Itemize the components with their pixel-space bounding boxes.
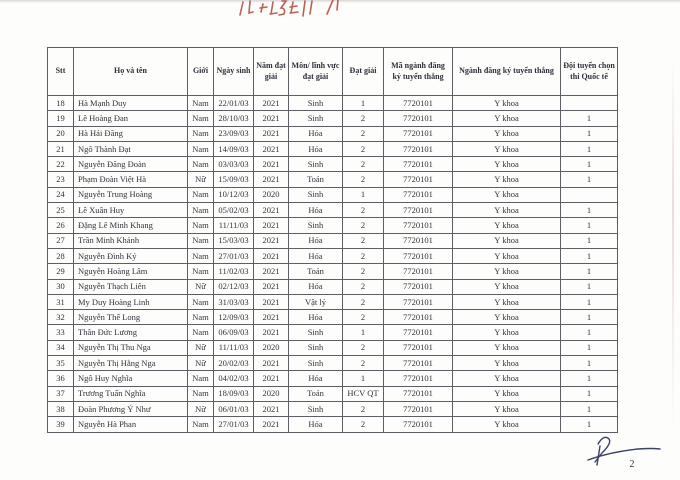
column-header: Stt	[48, 48, 74, 96]
table-body	[48, 96, 618, 433]
table-cell: 7720101	[384, 203, 453, 218]
table-cell: 1	[561, 386, 618, 401]
table-cell: 7720101	[384, 264, 453, 279]
table-cell: 24	[48, 187, 74, 202]
table-cell: 2021	[254, 294, 289, 309]
table-cell: Nam	[188, 310, 214, 325]
table-cell: 14/09/03	[214, 141, 254, 156]
table-cell: 2	[343, 279, 384, 294]
column-header: Môn/ lĩnh vực đạt giải	[289, 48, 343, 96]
table-cell: 06/01/03	[214, 401, 254, 416]
table-cell: Toán	[289, 386, 343, 401]
table-cell: Nguyễn Hoàng Lâm	[74, 264, 188, 279]
table-cell: 1	[561, 340, 618, 355]
table-row	[48, 417, 618, 432]
table-cell: 2	[343, 248, 384, 263]
table-row	[48, 203, 618, 218]
table-cell: Trần Minh Khánh	[74, 233, 188, 248]
table-header-row	[48, 48, 618, 96]
table-cell: Hóa	[289, 141, 343, 156]
table-row	[48, 279, 618, 294]
table-cell: Sinh	[289, 218, 343, 233]
table-row	[48, 386, 618, 401]
table-cell: 2	[343, 340, 384, 355]
table-cell: 7720101	[384, 386, 453, 401]
table-cell: Hà Hải Đăng	[74, 126, 188, 141]
table-header	[48, 48, 618, 96]
table-cell: Vật lý	[289, 294, 343, 309]
table-cell: 7720101	[384, 279, 453, 294]
table-cell: 2021	[254, 401, 289, 416]
table-cell: 06/09/03	[214, 325, 254, 340]
table-cell: Nguyễn Thị Thu Nga	[74, 340, 188, 355]
table-cell: 18/09/03	[214, 386, 254, 401]
table-cell: 1	[561, 233, 618, 248]
table-cell: 36	[48, 371, 74, 386]
table-cell: 1	[561, 172, 618, 187]
table-cell: 7720101	[384, 294, 453, 309]
table-cell: 03/03/03	[214, 157, 254, 172]
table-cell: 34	[48, 340, 74, 355]
table-cell: 39	[48, 417, 74, 432]
table-row	[48, 141, 618, 156]
table-cell: 31	[48, 294, 74, 309]
table-cell: Y khoa	[453, 294, 561, 309]
table-cell: 7720101	[384, 417, 453, 432]
table-cell: 11/11/03	[214, 218, 254, 233]
table-cell: Y khoa	[453, 310, 561, 325]
table-cell: 20/02/03	[214, 356, 254, 371]
table-cell: Nam	[188, 218, 214, 233]
table-cell: 27/01/03	[214, 248, 254, 263]
scan-edge-artifact	[672, 55, 674, 435]
table-cell: 22	[48, 157, 74, 172]
table-cell: Nữ	[188, 356, 214, 371]
table-cell: 2021	[254, 96, 289, 111]
page-number: 2	[629, 459, 635, 470]
table-cell: 2020	[254, 386, 289, 401]
table-cell: 18	[48, 96, 74, 111]
table-cell: Y khoa	[453, 218, 561, 233]
table-cell: 2	[343, 356, 384, 371]
table-cell: 7720101	[384, 356, 453, 371]
table-cell: 02/12/03	[214, 279, 254, 294]
table-cell: Hóa	[289, 126, 343, 141]
table-cell: 2021	[254, 310, 289, 325]
table-cell: Đặng Lê Minh Khang	[74, 218, 188, 233]
table-cell: 7720101	[384, 187, 453, 202]
table-cell: Y khoa	[453, 203, 561, 218]
column-header: Giới	[188, 48, 214, 96]
table-cell: 7720101	[384, 126, 453, 141]
table-cell: 28/10/03	[214, 111, 254, 126]
table-cell: 1	[343, 371, 384, 386]
table-cell: 05/02/03	[214, 203, 254, 218]
table-cell: Đoàn Phương Ý Như	[74, 401, 188, 416]
table-cell: Nam	[188, 157, 214, 172]
table-cell: 29	[48, 264, 74, 279]
table-cell: 30	[48, 279, 74, 294]
table-cell: 1	[561, 111, 618, 126]
table-row	[48, 157, 618, 172]
table-cell: Y khoa	[453, 264, 561, 279]
column-header: Mã ngành đăng ký tuyển thẳng	[384, 48, 453, 96]
table-cell: 38	[48, 401, 74, 416]
table-cell: 27	[48, 233, 74, 248]
table-cell: My Duy Hoàng Linh	[74, 294, 188, 309]
table-cell: 32	[48, 310, 74, 325]
table-cell: 2021	[254, 325, 289, 340]
table-cell: Y khoa	[453, 325, 561, 340]
table-row	[48, 187, 618, 202]
table-cell: Nữ	[188, 279, 214, 294]
table-cell: Y khoa	[453, 371, 561, 386]
table-cell: Hóa	[289, 371, 343, 386]
table-cell: Y khoa	[453, 141, 561, 156]
table-cell: 1	[561, 371, 618, 386]
table-cell: 2	[343, 233, 384, 248]
table-cell: 2	[343, 310, 384, 325]
table-cell: Nam	[188, 248, 214, 263]
table-cell: 2021	[254, 218, 289, 233]
students-table	[47, 47, 618, 433]
table-cell: 7720101	[384, 157, 453, 172]
table-cell: Nữ	[188, 340, 214, 355]
table-cell	[561, 187, 618, 202]
table-cell: 7720101	[384, 248, 453, 263]
table-row	[48, 356, 618, 371]
table-cell: 7720101	[384, 310, 453, 325]
table-cell: 11/11/03	[214, 340, 254, 355]
table-cell: Sinh	[289, 340, 343, 355]
table-cell: Sinh	[289, 325, 343, 340]
table-cell: Nguyễn Trung Hoàng	[74, 187, 188, 202]
table-row	[48, 371, 618, 386]
table-cell: Hóa	[289, 203, 343, 218]
table-cell: 2	[343, 126, 384, 141]
table-cell: 2021	[254, 264, 289, 279]
table-cell: Y khoa	[453, 279, 561, 294]
table-row	[48, 126, 618, 141]
table-cell: Sinh	[289, 356, 343, 371]
table-cell: Y khoa	[453, 417, 561, 432]
table-cell: Ngô Thành Đạt	[74, 141, 188, 156]
table-cell: Y khoa	[453, 356, 561, 371]
column-header: Đội tuyển chọn thi Quốc tế	[561, 48, 618, 96]
table-cell: 15/03/03	[214, 233, 254, 248]
table-row	[48, 172, 618, 187]
column-header: Năm đạt giải	[254, 48, 289, 96]
table-cell: Y khoa	[453, 187, 561, 202]
table-cell: Nam	[188, 371, 214, 386]
table-cell: 7720101	[384, 141, 453, 156]
table-row	[48, 325, 618, 340]
table-cell: Lê Xuân Huy	[74, 203, 188, 218]
table-cell: 1	[561, 279, 618, 294]
table-cell: 1	[343, 325, 384, 340]
table-row	[48, 294, 618, 309]
table-cell: Y khoa	[453, 233, 561, 248]
table-cell: 10/12/03	[214, 187, 254, 202]
table-cell: 26	[48, 218, 74, 233]
table-cell: 2021	[254, 248, 289, 263]
table-cell: 12/09/03	[214, 310, 254, 325]
table-cell: 2	[343, 157, 384, 172]
table-cell: 15/09/03	[214, 172, 254, 187]
table-cell: 2	[343, 141, 384, 156]
table-cell: Y khoa	[453, 96, 561, 111]
table-row	[48, 401, 618, 416]
table-cell: Nam	[188, 386, 214, 401]
table-cell: 2021	[254, 172, 289, 187]
table-cell: 2	[343, 264, 384, 279]
table-cell: 2021	[254, 157, 289, 172]
table-cell: 7720101	[384, 233, 453, 248]
table-cell: Trương Tuấn Nghĩa	[74, 386, 188, 401]
table-cell: Nguyễn Đăng Đoàn	[74, 157, 188, 172]
table-cell: 27/01/03	[214, 417, 254, 432]
table-cell: Nguyễn Thạch Liên	[74, 279, 188, 294]
table-row	[48, 310, 618, 325]
table-cell: 23/09/03	[214, 126, 254, 141]
table-cell: Nguyễn Thế Long	[74, 310, 188, 325]
table-cell: 2021	[254, 126, 289, 141]
table-cell: Hóa	[289, 233, 343, 248]
table-cell: 2021	[254, 233, 289, 248]
table-cell: Nam	[188, 96, 214, 111]
table-cell: 11/02/03	[214, 264, 254, 279]
table-cell: 31/03/03	[214, 294, 254, 309]
table-row	[48, 248, 618, 263]
table-cell: 33	[48, 325, 74, 340]
table-cell: Nam	[188, 325, 214, 340]
table-cell: Nam	[188, 126, 214, 141]
table-cell: 1	[561, 294, 618, 309]
table-cell: Y khoa	[453, 126, 561, 141]
table-cell: Nguyễn Thị Hằng Nga	[74, 356, 188, 371]
table-cell: 7720101	[384, 218, 453, 233]
table-row	[48, 111, 618, 126]
table-cell: 20	[48, 126, 74, 141]
table-cell: 1	[561, 417, 618, 432]
table-cell: Nam	[188, 203, 214, 218]
table-cell: Sinh	[289, 96, 343, 111]
table-cell: 7720101	[384, 111, 453, 126]
table-cell: Hà Mạnh Duy	[74, 96, 188, 111]
table-cell: Hóa	[289, 310, 343, 325]
table-cell: Nam	[188, 417, 214, 432]
table-cell: 1	[561, 203, 618, 218]
table-cell: 7720101	[384, 401, 453, 416]
table-cell	[561, 96, 618, 111]
table-cell: Nam	[188, 141, 214, 156]
table-cell: Nữ	[188, 172, 214, 187]
table-cell: Nam	[188, 294, 214, 309]
table-cell: 28	[48, 248, 74, 263]
table-cell: Y khoa	[453, 340, 561, 355]
table-cell: Nguyễn Đình Ký	[74, 248, 188, 263]
table-cell: 22/01/03	[214, 96, 254, 111]
table-cell: 1	[561, 264, 618, 279]
table-cell: Phạm Đoàn Việt Hà	[74, 172, 188, 187]
handwritten-red-annotation	[230, 0, 360, 24]
table-cell: 1	[561, 218, 618, 233]
table-cell: 25	[48, 203, 74, 218]
table-cell: Nguyễn Hà Phan	[74, 417, 188, 432]
table-cell: 04/02/03	[214, 371, 254, 386]
table-cell: 2021	[254, 111, 289, 126]
table-cell: Lê Hoàng Đan	[74, 111, 188, 126]
table-cell: Hóa	[289, 248, 343, 263]
table-cell: 23	[48, 172, 74, 187]
table-row	[48, 96, 618, 111]
table-cell: 2021	[254, 356, 289, 371]
table-row	[48, 233, 618, 248]
table-cell: 1	[561, 248, 618, 263]
table-cell: 37	[48, 386, 74, 401]
table-cell: Ngô Huy Nghĩa	[74, 371, 188, 386]
table-cell: Nam	[188, 187, 214, 202]
column-header: Đạt giải	[343, 48, 384, 96]
table-cell: 1	[561, 310, 618, 325]
table-cell: 2021	[254, 279, 289, 294]
table-cell: 7720101	[384, 340, 453, 355]
table-cell: Hóa	[289, 417, 343, 432]
table-cell: 2	[343, 172, 384, 187]
table-cell: 2	[343, 111, 384, 126]
table-cell: 7720101	[384, 371, 453, 386]
table-cell: 1	[561, 401, 618, 416]
table-cell: Y khoa	[453, 172, 561, 187]
table-cell: 1	[561, 325, 618, 340]
table-cell: 7720101	[384, 325, 453, 340]
column-header: Ngành đăng ký tuyển thẳng	[453, 48, 561, 96]
table-cell: 35	[48, 356, 74, 371]
table-row	[48, 340, 618, 355]
table-cell: 2	[343, 218, 384, 233]
table-cell: Nam	[188, 111, 214, 126]
table-cell: Hóa	[289, 279, 343, 294]
table-cell: 1	[561, 126, 618, 141]
column-header: Họ và tên	[74, 48, 188, 96]
table-cell: 1	[343, 96, 384, 111]
table-cell: 1	[561, 356, 618, 371]
table-cell: Sinh	[289, 401, 343, 416]
table-row	[48, 264, 618, 279]
table-cell: Thân Đức Lương	[74, 325, 188, 340]
table-cell: 1	[561, 141, 618, 156]
table-cell: 2	[343, 401, 384, 416]
table-cell: 1	[343, 187, 384, 202]
table-cell: Nữ	[188, 401, 214, 416]
table-cell: 2020	[254, 187, 289, 202]
table-cell: Toán	[289, 172, 343, 187]
table-cell: 2021	[254, 417, 289, 432]
table-cell: 7720101	[384, 96, 453, 111]
table-cell: Toán	[289, 264, 343, 279]
table-cell: 1	[561, 157, 618, 172]
table-cell: 2	[343, 294, 384, 309]
table-cell: 2021	[254, 141, 289, 156]
table-cell: 21	[48, 141, 74, 156]
table-cell: Nam	[188, 233, 214, 248]
table-cell: 2020	[254, 340, 289, 355]
table-cell: Y khoa	[453, 111, 561, 126]
table-cell: 2	[343, 417, 384, 432]
table-cell: Y khoa	[453, 401, 561, 416]
table-cell: 2021	[254, 371, 289, 386]
table-cell: HCV QT	[343, 386, 384, 401]
table-cell: 7720101	[384, 172, 453, 187]
table-cell: 19	[48, 111, 74, 126]
table-cell: Y khoa	[453, 386, 561, 401]
table-cell: Sinh	[289, 157, 343, 172]
table-row	[48, 218, 618, 233]
table-cell: 2021	[254, 203, 289, 218]
table-cell: Nam	[188, 264, 214, 279]
table-cell: 2	[343, 203, 384, 218]
table-cell: Y khoa	[453, 157, 561, 172]
table-cell: Sinh	[289, 187, 343, 202]
column-header: Ngày sinh	[214, 48, 254, 96]
table-cell: Y khoa	[453, 248, 561, 263]
table-cell: Sinh	[289, 111, 343, 126]
